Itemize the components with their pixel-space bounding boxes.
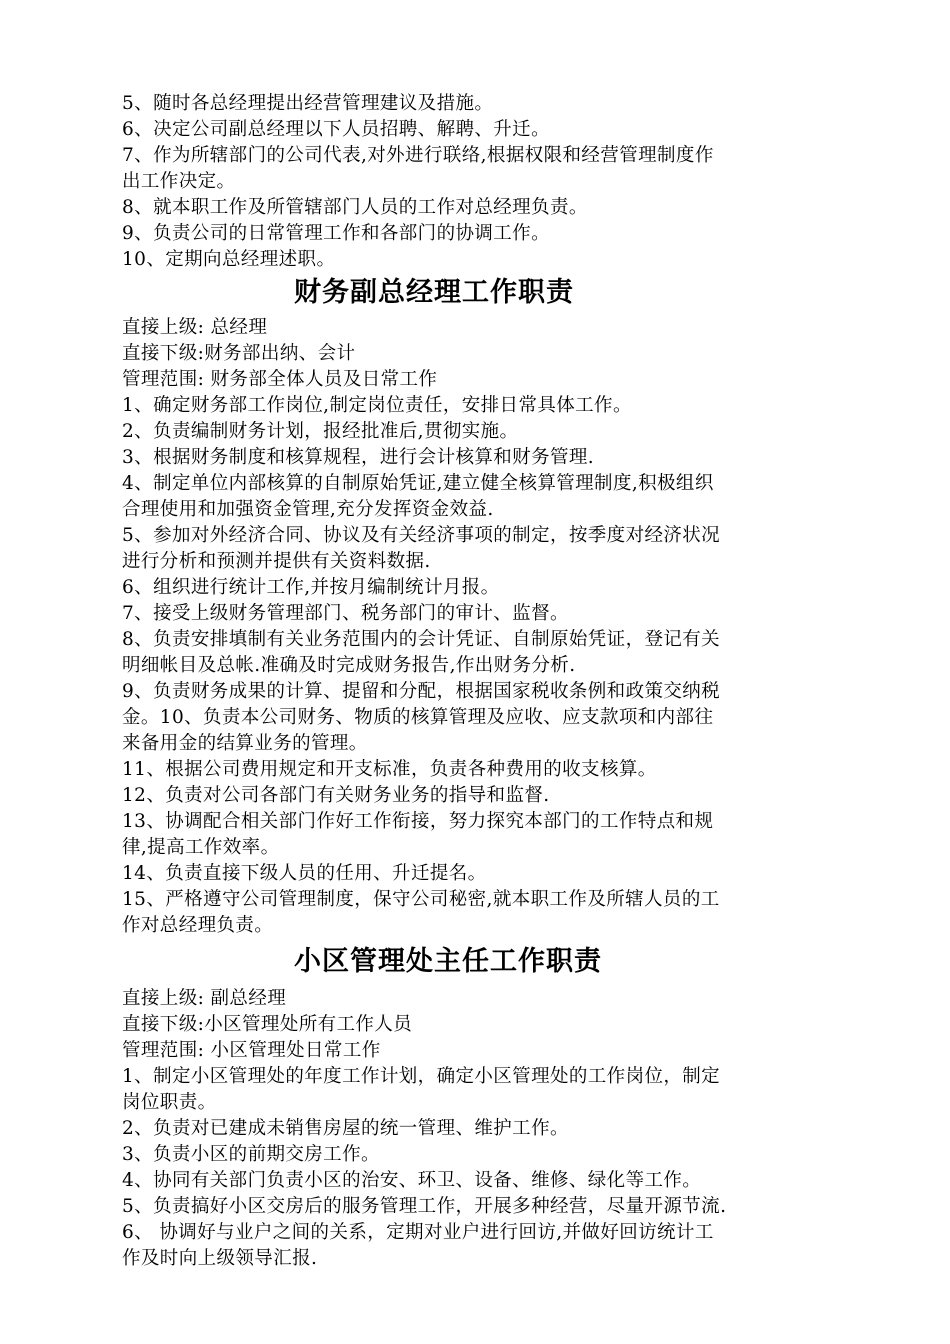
paragraph-line: 进行分析和预测并提供有关资料数据.: [122, 551, 431, 572]
paragraph-line: 9、负责公司的日常管理工作和各部门的协调工作。: [122, 223, 550, 244]
paragraph-line: 15、严格遵守公司管理制度，保守公司秘密,就本职工作及所辖人员的工: [122, 889, 720, 910]
paragraph-line: 3、根据财务制度和核算规程，进行会计核算和财务管理.: [122, 447, 595, 468]
finance-section: [122, 315, 720, 939]
paragraph-line: 5、随时各总经理提出经营管理建议及措施。: [122, 93, 494, 114]
paragraph-line: 直接上级: 总经理: [122, 317, 268, 338]
paragraph-line: 律,提高工作效率。: [122, 837, 280, 858]
paragraph-line: 4、制定单位内部核算的自制原始凭证,建立健全核算管理制度,积极组织: [122, 473, 714, 494]
paragraph-line: 7、接受上级财务管理部门、税务部门的审计、监督。: [122, 603, 569, 624]
paragraph-line: 金。10、负责本公司财务、物质的核算管理及应收、应支款项和内部往: [122, 707, 714, 728]
paragraph-line: 14、负责直接下级人员的任用、升迁提名。: [122, 863, 487, 884]
paragraph-line: 9、负责财务成果的计算、提留和分配，根据国家税收条例和政策交纳税: [122, 681, 721, 702]
paragraph-line: 5、负责搞好小区交房后的服务管理工作，开展多种经营，尽量开源节流.: [122, 1196, 727, 1217]
paragraph-line: 管理范围: 财务部全体人员及日常工作: [122, 369, 438, 390]
paragraph-line: 作及时向上级领导汇报.: [122, 1248, 318, 1269]
top-section: [122, 91, 714, 273]
paragraph-line: 11、根据公司费用规定和开支标准，负责各种费用的收支核算。: [122, 759, 657, 780]
paragraph-line: 12、负责对公司各部门有关财务业务的指导和监督.: [122, 785, 550, 806]
paragraph-line: 3、负责小区的前期交房工作。: [122, 1144, 380, 1165]
community-section-title: 小区管理处主任工作职责: [294, 946, 602, 977]
paragraph-line: 13、协调配合相关部门作好工作衔接，努力探究本部门的工作特点和规: [122, 811, 714, 832]
paragraph-line: 6、组织进行统计工作,并按月编制统计月报。: [122, 577, 500, 598]
paragraph-line: 6、决定公司副总经理以下人员招聘、解聘、升迁。: [122, 119, 550, 140]
paragraph-line: 直接下级:小区管理处所有工作人员: [122, 1014, 413, 1035]
paragraph-line: 2、负责对已建成未销售房屋的统一管理、维护工作。: [122, 1118, 569, 1139]
paragraph-line: 6、 协调好与业户之间的关系，定期对业户进行回访,并做好回访统计工: [122, 1222, 714, 1243]
paragraph-line: 明细帐目及总帐.准确及时完成财务报告,作出财务分析.: [122, 655, 576, 676]
paragraph-line: 作对总经理负责。: [122, 915, 274, 936]
community-section: [122, 986, 726, 1272]
paragraph-line: 直接下级:财务部出纳、会计: [122, 343, 356, 364]
paragraph-line: 2、负责编制财务计划，报经批准后,贯彻实施。: [122, 421, 519, 442]
paragraph-line: 8、就本职工作及所管辖部门人员的工作对总经理负责。: [122, 197, 588, 218]
paragraph-line: 来备用金的结算业务的管理。: [122, 733, 368, 754]
paragraph-line: 1、制定小区管理处的年度工作计划，确定小区管理处的工作岗位，制定: [122, 1066, 721, 1087]
paragraph-line: 4、协同有关部门负责小区的治安、环卫、设备、维修、绿化等工作。: [122, 1170, 702, 1191]
paragraph-line: 8、负责安排填制有关业务范围内的会计凭证、自制原始凭证，登记有关: [122, 629, 721, 650]
paragraph-line: 管理范围: 小区管理处日常工作: [122, 1040, 381, 1061]
paragraph-line: 直接上级: 副总经理: [122, 988, 287, 1009]
paragraph-line: 出工作决定。: [122, 171, 236, 192]
finance-section-title: 财务副总经理工作职责: [294, 277, 574, 308]
paragraph-line: 5、参加对外经济合同、协议及有关经济事项的制定，按季度对经济状况: [122, 525, 721, 546]
paragraph-line: 1、确定财务部工作岗位,制定岗位责任，安排日常具体工作。: [122, 395, 632, 416]
paragraph-line: 10、定期向总经理述职。: [122, 249, 336, 270]
paragraph-line: 岗位职责。: [122, 1092, 217, 1113]
paragraph-line: 合理使用和加强资金管理,充分发挥资金效益.: [122, 499, 494, 520]
paragraph-line: 7、作为所辖部门的公司代表,对外进行联络,根据权限和经营管理制度作: [122, 145, 714, 166]
